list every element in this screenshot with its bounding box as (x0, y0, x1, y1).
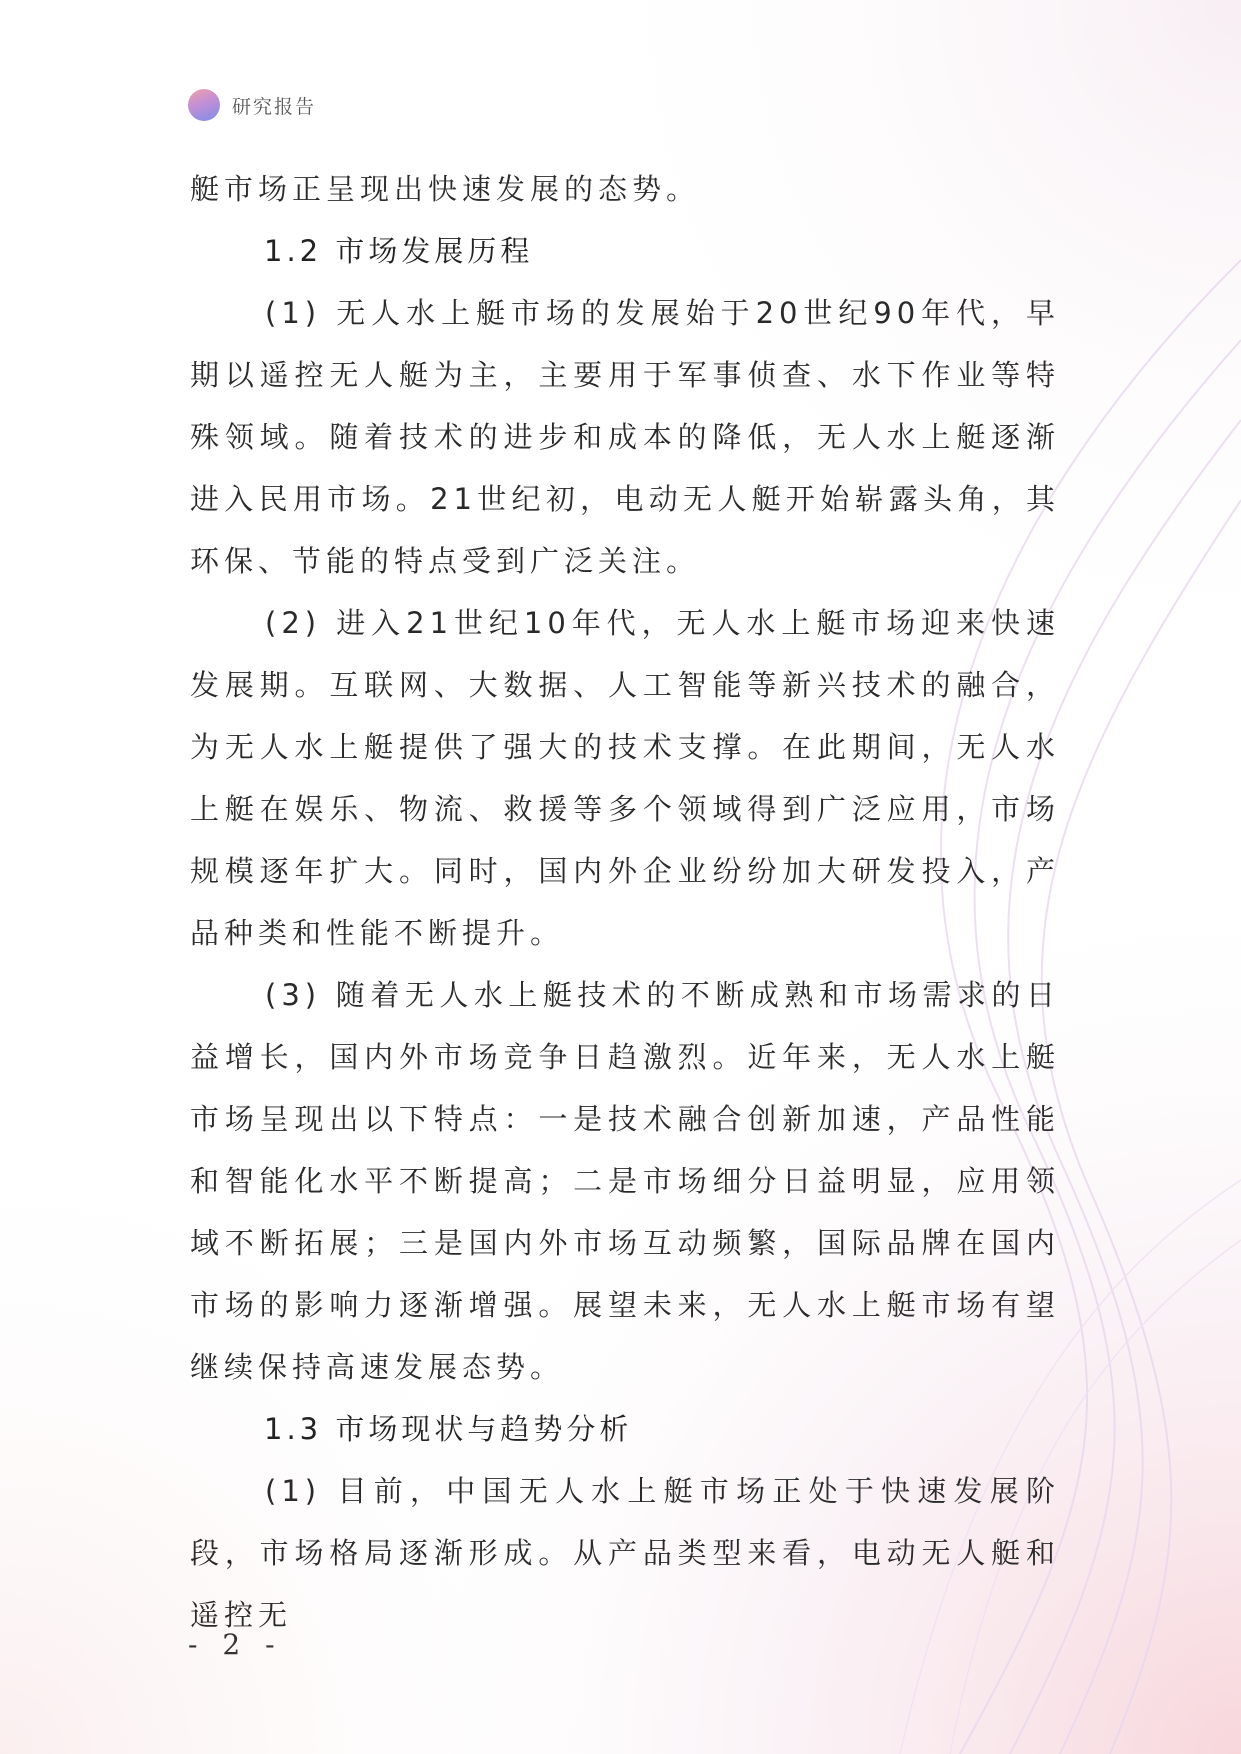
header-label: 研究报告 (232, 95, 317, 118)
paragraph-4: (1) 目前，中国无人水上艇市场正处于快速发展阶段，市场格局逐渐形成。从产品类型来看，电动无人艇和遥控无 (190, 1474, 1060, 1632)
document-body (190, 158, 1060, 1646)
report-header (188, 88, 316, 122)
page-number: - 2 - (188, 1628, 283, 1661)
paragraph-continued: 艇市场正呈现出快速发展的态势。 (190, 172, 701, 206)
paragraph-2: (2) 进入21世纪10年代，无人水上艇市场迎来快速发展期。互联网、大数据、人工智能等新兴技术的融合，为无人水上艇提供了强大的技术支撑。在此期间，无人水上艇在娱乐、物流、救援等多个领域得到广泛应用，市场规模逐年扩大。同时，国内外企业纷纷加大研发投入，产品种类和性能不断提升。 (190, 606, 1060, 950)
section-heading-1-3: 1.3 市场现状与趋势分析 (264, 1412, 633, 1446)
paragraph-1: (1) 无人水上艇市场的发展始于20世纪90年代，早期以遥控无人艇为主，主要用于军事侦查、水下作业等特殊领域。随着技术的进步和成本的降低，无人水上艇逐渐进入民用市场。21世纪初，电动无人艇开始崭露头角，其环保、节能的特点受到广泛关注。 (190, 296, 1060, 578)
paragraph-3: (3) 随着无人水上艇技术的不断成熟和市场需求的日益增长，国内外市场竞争日趋激烈。近年来，无人水上艇市场呈现出以下特点：一是技术融合创新加速，产品性能和智能化水平不断提高；二是市场细分日益明显，应用领域不断拓展；三是国内外市场互动频繁，国际品牌在国内市场的影响力逐渐增强。展望未来，无人水上艇市场有望继续保持高速发展态势。 (190, 978, 1060, 1384)
logo-circle-icon (188, 89, 220, 121)
section-heading-1-2: 1.2 市场发展历程 (264, 234, 534, 268)
